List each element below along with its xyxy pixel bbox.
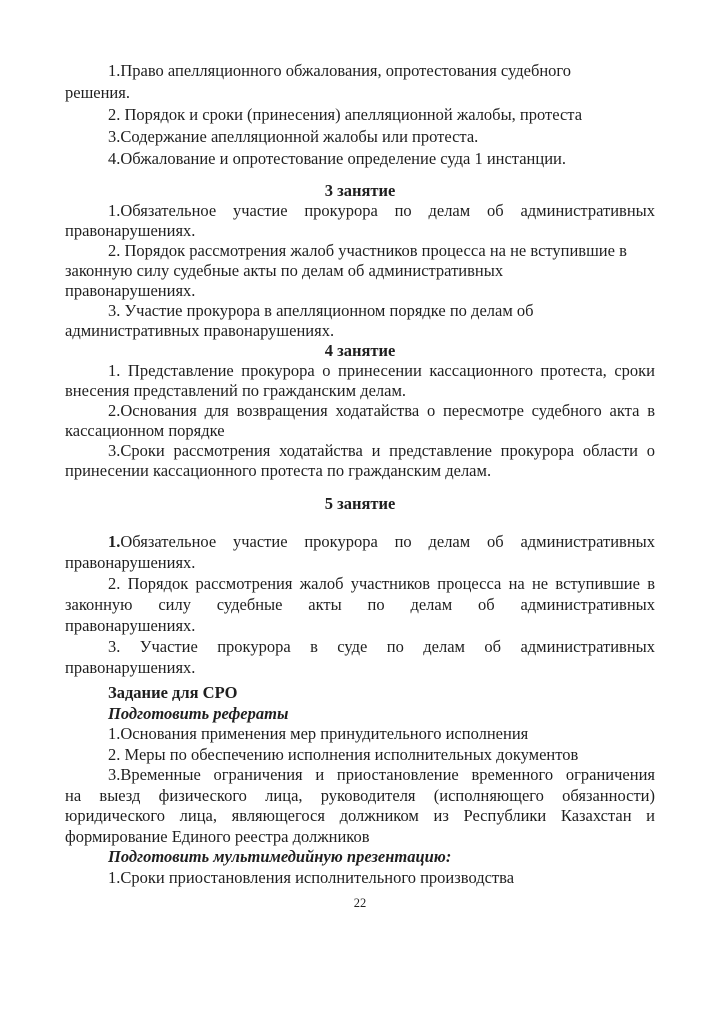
text-line: правонарушениях. — [65, 281, 196, 300]
section-heading: 5 занятие — [324, 494, 396, 513]
text-line: 1.Право апелляционного обжалования, опротестования судебного — [108, 61, 572, 80]
text-line: юридического лица, являющегося должником из Республики Казахстан и — [65, 806, 655, 825]
text-line: формирование Единого реестра должников — [65, 826, 370, 846]
text-line: принесении кассационного протеста по гражданским делам. — [65, 461, 492, 480]
text-line: 1. Представление прокурора о принесении кассационного протеста, сроки — [108, 361, 655, 380]
section-sro — [65, 683, 655, 888]
sro-subheading-referaty: Подготовить рефераты — [108, 703, 289, 723]
text-line: 2.Основания для возвращения ходатайства о пересмотре судебного акта в — [108, 401, 655, 420]
text-line: административных правонарушениях. — [65, 321, 335, 340]
text-line: 3. Участие прокурора в апелляционном порядке по делам об — [108, 301, 534, 320]
bold-list-number: 1. — [108, 532, 121, 551]
text-line: 2. Меры по обеспечению исполнения исполнительных документов — [108, 744, 579, 764]
section-heading: 4 занятие — [324, 341, 396, 360]
text-line: правонарушениях. — [65, 553, 196, 572]
page-number: 22 — [353, 896, 367, 910]
text-line: внесения представлений по гражданским делам. — [65, 381, 407, 400]
text-line: 4.Обжалование и опротестование определение суда 1 инстанции. — [108, 149, 566, 168]
text-line: на выезд физического лица, руководителя (исполняющего обязанности) — [65, 785, 655, 805]
section-z4 — [65, 341, 655, 481]
section-z3 — [65, 181, 655, 341]
text-line: законную силу судебные акты по делам об административных — [65, 595, 655, 614]
text-line: 3.Временные ограничения и приостановление временного ограничения — [108, 765, 655, 784]
sro-subheading-presentation: Подготовить мультимедийную презентацию: — [108, 847, 452, 866]
text-line: 3. Участие прокурора в суде по делам об административных — [108, 637, 655, 656]
text-line: правонарушениях. — [65, 221, 196, 240]
document-content — [65, 60, 655, 888]
text-line: решения. — [65, 83, 130, 102]
text-line: 1.Обязательное участие прокурора по делам об административных — [108, 532, 655, 551]
text-line: 1.Обязательное участие прокурора по делам об административных — [108, 201, 655, 220]
section-heading: 3 занятие — [324, 181, 396, 200]
text-line: 2. Порядок и сроки (принесения) апелляционной жалобы, протеста — [108, 105, 583, 124]
text-line: кассационном порядке — [65, 421, 225, 440]
text-line: 2. Порядок рассмотрения жалоб участников процесса на не вступившие в — [108, 241, 627, 260]
section-z5 — [65, 493, 655, 678]
text-line: 2. Порядок рассмотрения жалоб участников процесса на не вступившие в — [108, 574, 655, 593]
text-line: правонарушениях. — [65, 658, 196, 677]
text-line: 3.Содержание апелляционной жалобы или протеста. — [108, 127, 479, 146]
text-line: правонарушениях. — [65, 616, 196, 635]
text-line: законную силу судебные акты по делам об административных — [65, 261, 504, 280]
text-line: 1.Сроки приостановления исполнительного производства — [108, 867, 515, 887]
section-a — [65, 60, 655, 170]
text-line: 3.Сроки рассмотрения ходатайства и представление прокурора области о — [108, 441, 655, 460]
sro-heading: Задание для СРО — [108, 683, 238, 702]
text-line: 1.Основания применения мер принудительного исполнения — [108, 724, 529, 743]
